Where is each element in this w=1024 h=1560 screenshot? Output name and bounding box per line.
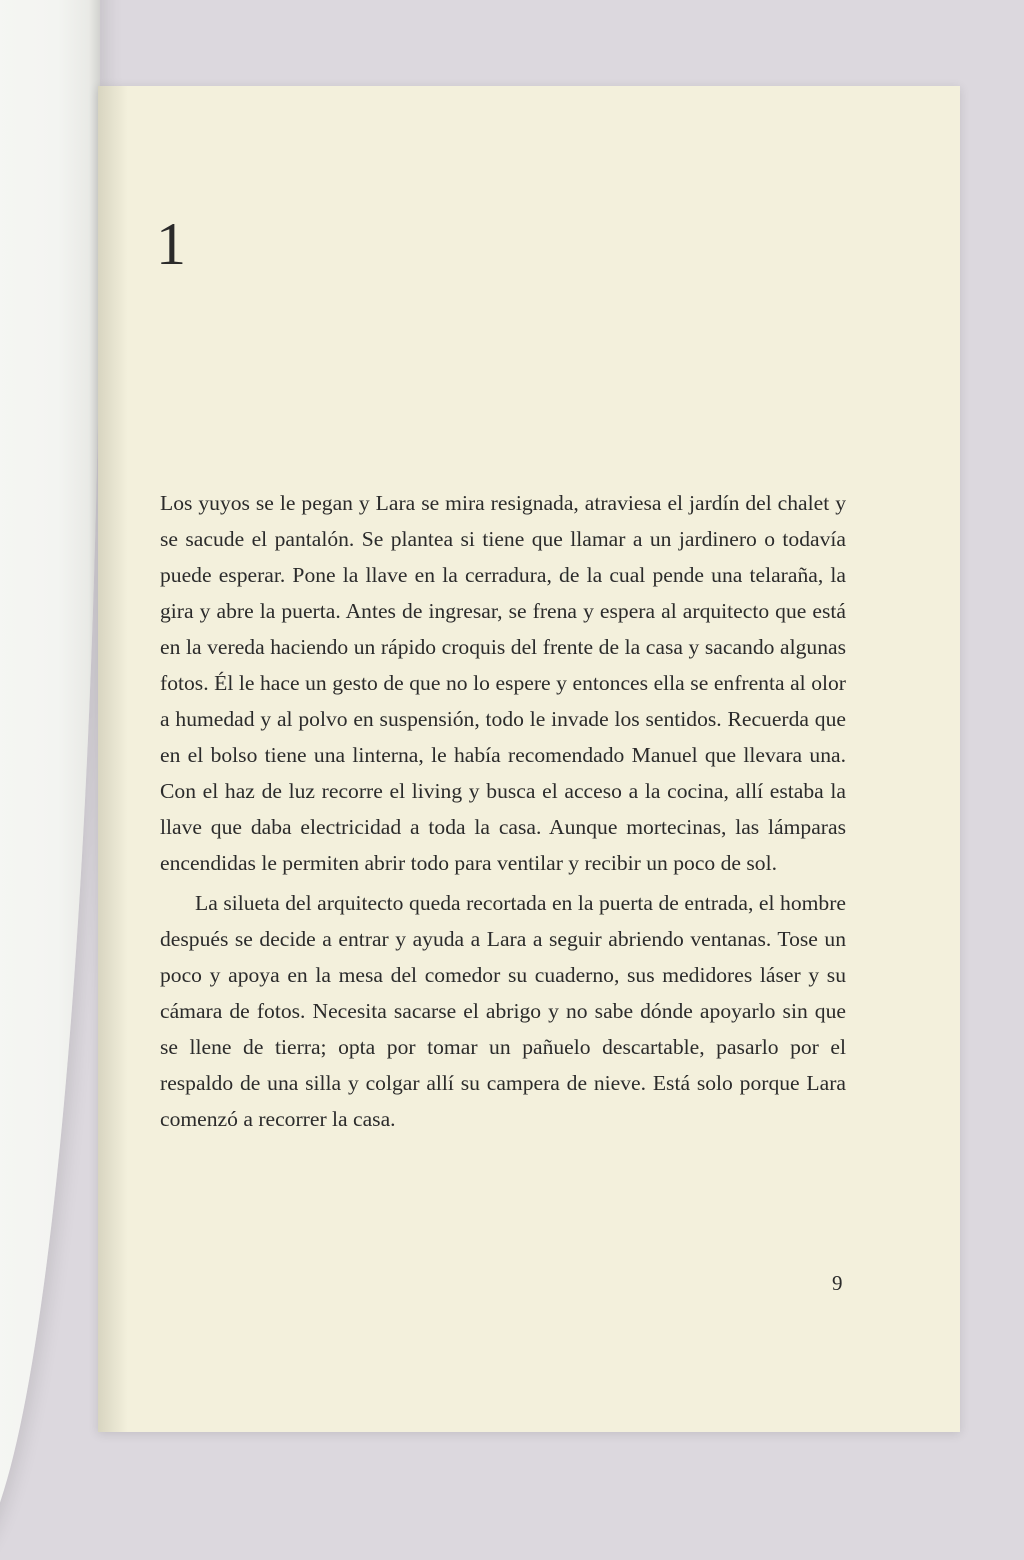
page-number: 9: [832, 1271, 843, 1295]
book-page: [98, 86, 960, 1432]
body-text: [160, 485, 846, 1137]
facing-page-edge: [0, 0, 100, 1560]
paragraph-2: La silueta del arquitecto queda recortada en la puerta de entrada, el hombre después se decide a entrar y ayuda a Lara a seguir abriendo ventanas. Tose un poco y apoya en la mesa del comedor su cuaderno, sus medidores láser y su cámara de fotos. Necesita sacarse el abrigo y no sabe dónde apoyarlo sin que se llene de tierra; opta por tomar un pañuelo descartable, pasarlo por el respaldo de una silla y colgar allí su campera de nieve. Está solo porque Lara comenzó a recorrer la casa.: [160, 891, 846, 1131]
chapter-number: 1: [156, 211, 186, 277]
paragraph-1: Los yuyos se le pegan y Lara se mira resignada, atraviesa el jardín del chalet y se sacude el pantalón. Se plantea si tiene que llamar a un jardinero o todavía puede esperar. Pone la llave en la cerradura, de la cual pende una telaraña, la gira y abre la puerta. Antes de ingresar, se frena y espera al arquitecto que está en la vereda haciendo un rápido croquis del frente de la casa y sacando algunas fotos. Él le hace un gesto de que no lo espere y entonces ella se enfrenta al olor a humedad y al polvo en suspensión, todo le invade los sentidos. Recuerda que en el bolso tiene una linterna, le había recomendado Manuel que llevara una. Con el haz de luz recorre el living y busca el acceso a la cocina, allí estaba la llave que daba electricidad a toda la casa. Aunque mortecinas, las lámparas encendidas le permiten abrir todo para ventilar y recibir un poco de sol.: [160, 491, 846, 875]
